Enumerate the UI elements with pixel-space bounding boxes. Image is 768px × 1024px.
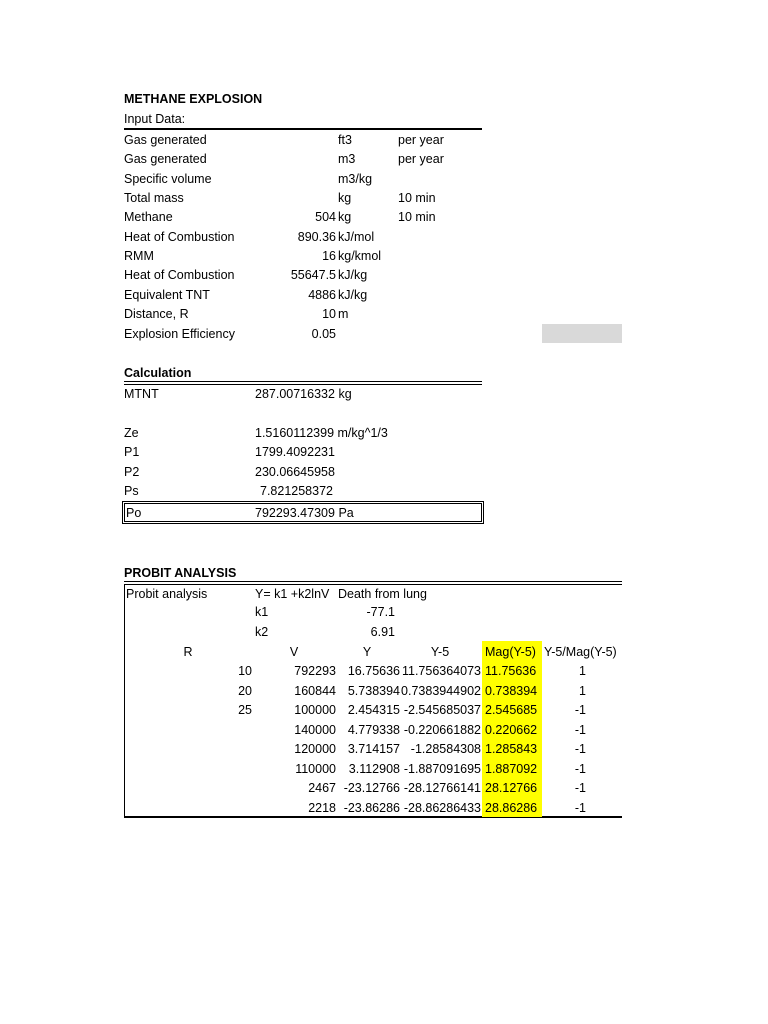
input-label: Equivalent TNT [124, 288, 210, 302]
probit-mag-cell: 11.75636 [485, 664, 537, 678]
probit-v-cell: 792293 [294, 664, 336, 678]
probit-left-border [124, 584, 125, 818]
probit-y-cell: -23.12766 [343, 781, 400, 795]
ps-label: Ps [124, 484, 139, 498]
probit-mag-cell: 0.738394 [485, 684, 538, 698]
probit-v-cell: 2467 [308, 781, 336, 795]
input-value: 10 [322, 307, 336, 321]
probit-r-cell: 25 [238, 703, 252, 717]
input-unit: kJ/kg [338, 288, 368, 302]
input-unit: m3 [338, 152, 356, 166]
input-note: per year [398, 133, 444, 147]
ze-value: 1.5160112399 m/kg^1/3 [255, 426, 388, 440]
probit-v-cell: 120000 [294, 742, 336, 756]
header-mag: Mag(Y-5) [485, 645, 536, 659]
probit-mag-cell: 28.12766 [485, 781, 538, 795]
input-unit: kg [338, 191, 352, 205]
input-unit: kg [338, 210, 352, 224]
header-sign: Y-5/Mag(Y-5) [544, 645, 617, 659]
probit-y5-cell: -1.887091695 [403, 762, 481, 776]
probit-y5-cell: 0.7383944902 [401, 684, 481, 698]
calc-divider-top [124, 381, 482, 382]
input-unit: kJ/mol [338, 230, 375, 244]
input-value: 504 [315, 210, 336, 224]
input-label: Methane [124, 210, 173, 224]
calc-heading: Calculation [124, 366, 192, 380]
page-title: METHANE EXPLOSION [124, 92, 263, 106]
p1-value: 1799.4092231 [255, 445, 335, 459]
mtnt-label: MTNT [124, 387, 159, 401]
input-heading: Input Data: [124, 112, 186, 126]
input-label: Heat of Combustion [124, 230, 235, 244]
probit-mag-cell: 2.545685 [485, 703, 538, 717]
header-y: Y [362, 645, 372, 659]
input-label: Specific volume [124, 172, 212, 186]
probit-v-cell: 160844 [294, 684, 336, 698]
input-label: Heat of Combustion [124, 268, 235, 282]
input-note: per year [398, 152, 444, 166]
input-label: Explosion Efficiency [124, 327, 235, 341]
probit-y-cell: -23.86286 [343, 801, 400, 815]
probit-label: Probit analysis [126, 587, 208, 601]
input-label: Total mass [124, 191, 184, 205]
input-unit: m [338, 307, 349, 321]
probit-mag-cell: 0.220662 [485, 723, 538, 737]
probit-y5-cell: -28.86286433 [403, 801, 481, 815]
input-unit: m3/kg [338, 172, 373, 186]
probit-sign-cell: -1 [574, 762, 586, 776]
po-label: Po [126, 506, 142, 520]
input-unit: kJ/kg [338, 268, 368, 282]
probit-y5-cell: 11.756364073 [401, 664, 481, 678]
probit-bottom-border [124, 816, 622, 818]
probit-heading: PROBIT ANALYSIS [124, 566, 237, 580]
p2-label: P2 [124, 465, 140, 479]
probit-sign-cell: -1 [574, 703, 586, 717]
probit-mag-cell: 28.86286 [485, 801, 538, 815]
po-value: 792293.47309 Pa [255, 506, 354, 520]
mtnt-value: 287.00716332 kg [255, 387, 352, 401]
probit-v-cell: 100000 [294, 703, 336, 717]
k2-value: 6.91 [370, 625, 395, 639]
input-note: 10 min [398, 210, 436, 224]
input-value: 890.36 [297, 230, 336, 244]
input-divider [124, 128, 482, 130]
probit-mag-cell: 1.285843 [485, 742, 538, 756]
probit-y5-cell: -1.28584308 [410, 742, 481, 756]
probit-sign-cell: -1 [574, 781, 586, 795]
input-label: RMM [124, 249, 154, 263]
probit-formula: Y= k1 +k2lnV [255, 587, 330, 601]
probit-sign-cell: -1 [574, 742, 586, 756]
probit-y5-cell: -2.545685037 [403, 703, 481, 717]
header-y5: Y-5 [430, 645, 450, 659]
probit-y-cell: 5.738394 [347, 684, 400, 698]
input-unit: kg/kmol [338, 249, 382, 263]
p1-label: P1 [124, 445, 140, 459]
probit-description: Death from lung [338, 587, 427, 601]
input-label: Distance, R [124, 307, 189, 321]
header-r: R [183, 645, 193, 659]
probit-sign-cell: 1 [579, 664, 586, 678]
calc-divider-bottom [124, 384, 482, 385]
header-v: V [289, 645, 299, 659]
k2-label: k2 [255, 625, 269, 639]
probit-divider-bottom [124, 584, 622, 585]
probit-y5-cell: -28.12766141 [403, 781, 481, 795]
probit-y-cell: 16.75636 [347, 664, 400, 678]
probit-mag-cell: 1.887092 [485, 762, 538, 776]
probit-sign-cell: 1 [579, 684, 586, 698]
input-value: 16 [322, 249, 336, 263]
input-unit: ft3 [338, 133, 352, 147]
probit-v-cell: 140000 [294, 723, 336, 737]
input-label: Gas generated [124, 152, 207, 166]
probit-v-cell: 2218 [308, 801, 336, 815]
probit-sign-cell: -1 [574, 723, 586, 737]
probit-divider-top [124, 581, 622, 582]
probit-r-cell: 20 [238, 684, 252, 698]
probit-v-cell: 110000 [295, 762, 336, 776]
gray-cell [542, 324, 622, 343]
input-value: 55647.5 [290, 268, 336, 282]
p2-value: 230.06645958 [255, 465, 335, 479]
k1-value: -77.1 [366, 605, 395, 619]
probit-y-cell: 3.112908 [348, 762, 400, 776]
ze-label: Ze [124, 426, 139, 440]
probit-sign-cell: -1 [574, 801, 586, 815]
probit-y-cell: 4.779338 [347, 723, 400, 737]
probit-y-cell: 2.454315 [347, 703, 400, 717]
input-value: 4886 [308, 288, 336, 302]
input-note: 10 min [398, 191, 436, 205]
probit-r-cell: 10 [238, 664, 252, 678]
probit-y5-cell: -0.220661882 [403, 723, 481, 737]
input-label: Gas generated [124, 133, 207, 147]
input-value: 0.05 [311, 327, 336, 341]
probit-y-cell: 3.714157 [347, 742, 400, 756]
ps-value: 7.821258372 [260, 484, 333, 498]
k1-label: k1 [255, 605, 269, 619]
